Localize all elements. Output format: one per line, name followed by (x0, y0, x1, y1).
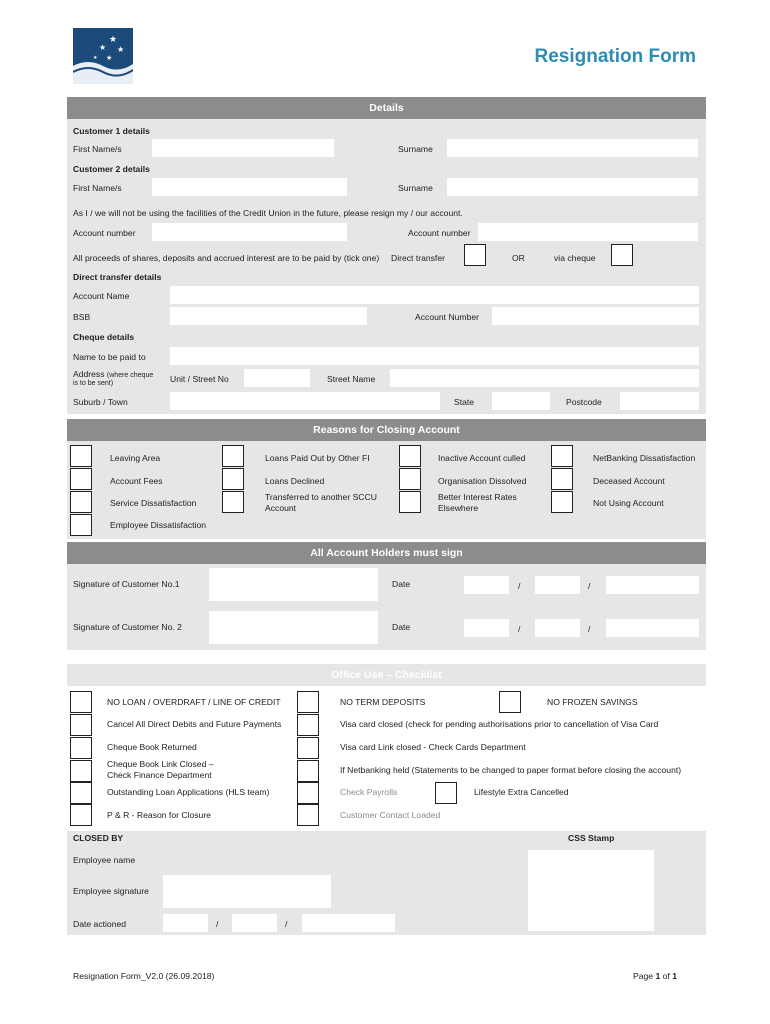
loans-paid-out-checkbox[interactable] (222, 445, 244, 467)
date-actioned-label: Date actioned (73, 919, 127, 929)
employee-name-label: Employee name (73, 855, 136, 865)
customer2-heading: Customer 2 details (73, 164, 150, 174)
unit-street-no-label: Unit / Street No (170, 374, 229, 384)
no-frozen-savings-checkbox[interactable] (499, 691, 521, 713)
signature-customer1-box[interactable] (209, 568, 378, 601)
closed-by-heading: CLOSED BY (73, 833, 124, 843)
transferred-sccu-checkbox[interactable] (222, 491, 244, 513)
unit-street-no-input[interactable] (244, 369, 310, 387)
cancel-debits-checkbox[interactable] (70, 714, 92, 736)
deceased-account-checkbox[interactable] (551, 468, 573, 490)
bsb-input[interactable] (170, 307, 367, 325)
netbanking-dissatisfaction-label: NetBanking Dissatisfaction (593, 453, 696, 463)
loans-paid-out-label: Loans Paid Out by Other FI (265, 453, 370, 463)
postcode-label: Postcode (566, 397, 602, 407)
cheque-returned-label: Cheque Book Returned (107, 742, 197, 752)
svg-text:★: ★ (117, 45, 125, 54)
postcode-input[interactable] (620, 392, 699, 410)
service-dissatisfaction-checkbox[interactable] (70, 491, 92, 513)
lifestyle-checkbox[interactable] (435, 782, 457, 804)
credit-union-logo-icon (73, 28, 133, 84)
cheque-link-label-line2: Check Finance Department (107, 770, 212, 780)
no-loan-label: NO LOAN / OVERDRAFT / LINE OF CREDIT (107, 697, 281, 707)
customer2-first-names-input[interactable] (152, 178, 347, 196)
date-actioned-month[interactable] (232, 914, 277, 932)
customer1-heading: Customer 1 details (73, 126, 150, 136)
account-number-label: Account number (73, 228, 136, 238)
netbanking-held-checkbox[interactable] (297, 760, 319, 782)
state-input[interactable] (492, 392, 550, 410)
office-use-section-header: Office Use – Checklist (67, 664, 706, 686)
suburb-town-label: Suburb / Town (73, 397, 128, 407)
svg-text:★: ★ (106, 55, 113, 62)
direct-transfer-label: Direct transfer (391, 253, 445, 263)
employee-dissatisfaction-label: Employee Dissatisfaction (110, 520, 207, 530)
no-term-deposits-checkbox[interactable] (297, 691, 319, 713)
date-actioned-day[interactable] (163, 914, 208, 932)
loans-declined-checkbox[interactable] (222, 468, 244, 490)
inactive-account-label: Inactive Account culled (438, 453, 526, 463)
date-slash: / (518, 581, 521, 591)
signature2-date-month[interactable] (535, 619, 580, 637)
cheque-link-label-line1: Cheque Book Link Closed – (107, 759, 214, 769)
organisation-dissolved-label: Organisation Dissolved (438, 476, 527, 486)
account-name-input[interactable] (170, 286, 699, 304)
date-slash: / (216, 919, 219, 929)
name-to-be-paid-input[interactable] (170, 347, 699, 365)
css-stamp-heading: CSS Stamp (568, 833, 615, 843)
netbanking-held-label: If Netbanking held (Statements to be changed to paper format before closing the account) (340, 765, 682, 775)
signature1-date-year[interactable] (606, 576, 699, 594)
date-slash: / (518, 624, 521, 634)
better-interest-rates-checkbox[interactable] (399, 491, 421, 513)
customer1-surname-input[interactable] (447, 139, 698, 157)
bsb-label: BSB (73, 312, 91, 322)
employee-signature-box[interactable] (163, 875, 331, 908)
signature-customer1-label: Signature of Customer No.1 (73, 579, 180, 589)
street-name-label: Street Name (327, 374, 376, 384)
via-cheque-checkbox[interactable] (611, 244, 633, 266)
via-cheque-label: via cheque (554, 253, 596, 263)
account-number-right-input[interactable] (478, 223, 698, 241)
signature1-date-day[interactable] (464, 576, 509, 594)
direct-transfer-details-heading: Direct transfer details (73, 272, 162, 282)
service-dissatisfaction-label: Service Dissatisfaction (110, 498, 197, 508)
date-slash: / (285, 919, 288, 929)
signature1-date-label: Date (392, 579, 411, 589)
proceeds-statement: All proceeds of shares, deposits and accrued interest are to be paid by (tick one) (73, 253, 380, 263)
suburb-town-input[interactable] (170, 392, 440, 410)
visa-link-checkbox[interactable] (297, 737, 319, 759)
customer1-first-names-label: First Name/s (73, 144, 122, 154)
svg-text:★: ★ (99, 43, 107, 52)
customer1-surname-label: Surname (398, 144, 433, 154)
customer2-surname-input[interactable] (447, 178, 698, 196)
cheque-details-heading: Cheque details (73, 332, 135, 342)
no-frozen-savings-label: NO FROZEN SAVINGS (547, 697, 638, 707)
check-payrolls-label: Check Payrolls (340, 787, 398, 797)
outstanding-loans-label: Outstanding Loan Applications (HLS team) (107, 787, 270, 797)
employee-signature-label: Employee signature (73, 886, 149, 896)
organisation-dissolved-checkbox[interactable] (399, 468, 421, 490)
contact-loaded-label: Customer Contact Loaded (340, 810, 441, 820)
signature2-date-label: Date (392, 622, 411, 632)
street-name-input[interactable] (390, 369, 699, 387)
signature-customer2-box[interactable] (209, 611, 378, 644)
css-stamp-box[interactable] (528, 850, 654, 931)
state-label: State (454, 397, 475, 407)
better-interest-rates-label-line2: Elsewhere (438, 503, 479, 513)
transferred-sccu-label-line2: Account (265, 503, 297, 513)
cheque-returned-checkbox[interactable] (70, 737, 92, 759)
svg-text:★: ★ (109, 34, 118, 44)
employee-dissatisfaction-checkbox[interactable] (70, 514, 92, 536)
better-interest-rates-label-line1: Better Interest Rates (438, 492, 517, 502)
leaving-area-checkbox[interactable] (70, 445, 92, 467)
address-note: is to be sent) (73, 380, 114, 387)
account-number-transfer-input[interactable] (492, 307, 699, 325)
deceased-account-label: Deceased Account (593, 476, 665, 486)
date-slash: / (588, 581, 591, 591)
account-number-transfer-label: Account Number (415, 312, 480, 322)
check-payrolls-checkbox[interactable] (297, 782, 319, 804)
contact-loaded-checkbox[interactable] (297, 804, 319, 826)
customer2-surname-label: Surname (398, 183, 433, 193)
name-to-be-paid-label: Name to be paid to (73, 352, 146, 362)
signatures-section-header: All Account Holders must sign (67, 542, 706, 564)
signatures-panel (67, 564, 706, 650)
address-label: Address (where cheque (73, 369, 154, 379)
signature-customer2-label: Signature of Customer No. 2 (73, 622, 182, 632)
signature1-date-month[interactable] (535, 576, 580, 594)
account-number-right-label: Account number (408, 228, 471, 238)
date-actioned-year[interactable] (302, 914, 395, 932)
account-fees-checkbox[interactable] (70, 468, 92, 490)
form-version: Resignation Form_V2.0 (26.09.2018) (73, 971, 215, 981)
page-title: Resignation Form (534, 46, 696, 67)
transferred-sccu-label-line1: Transferred to another SCCU (265, 492, 377, 502)
or-label: OR (512, 253, 525, 263)
not-using-account-checkbox[interactable] (551, 491, 573, 513)
no-loan-checkbox[interactable] (70, 691, 92, 713)
signature2-date-day[interactable] (464, 619, 509, 637)
closed-by-panel (67, 831, 706, 935)
details-panel (67, 119, 706, 414)
details-section-header: Details (67, 97, 706, 119)
visa-closed-label: Visa card closed (check for pending authorisations prior to cancellation of Visa Card (340, 719, 659, 729)
date-slash: / (588, 624, 591, 634)
account-name-label: Account Name (73, 291, 130, 301)
leaving-area-label: Leaving Area (110, 453, 161, 463)
outstanding-loans-checkbox[interactable] (70, 782, 92, 804)
customer2-first-names-label: First Name/s (73, 183, 122, 193)
page-number: Page 1 of 1 (633, 971, 677, 981)
cheque-link-checkbox[interactable] (70, 760, 92, 782)
loans-declined-label: Loans Declined (265, 476, 325, 486)
visa-link-label: Visa card Link closed - Check Cards Department (340, 742, 526, 752)
not-using-account-label: Not Using Account (593, 498, 664, 508)
no-term-deposits-label: NO TERM DEPOSITS (340, 697, 426, 707)
reasons-panel (67, 441, 706, 539)
pr-reason-checkbox[interactable] (70, 804, 92, 826)
visa-closed-checkbox[interactable] (297, 714, 319, 736)
svg-text:★: ★ (93, 55, 98, 61)
lifestyle-label: Lifestyle Extra Cancelled (474, 787, 569, 797)
netbanking-dissatisfaction-checkbox[interactable] (551, 445, 573, 467)
customer1-first-names-input[interactable] (152, 139, 334, 157)
resign-statement: As I / we will not be using the facilities of the Credit Union in the future, please resign my / our account. (73, 208, 463, 218)
reasons-section-header: Reasons for Closing Account (67, 419, 706, 441)
cancel-debits-label: Cancel All Direct Debits and Future Payments (107, 719, 282, 729)
account-fees-label: Account Fees (110, 476, 163, 486)
pr-reason-label: P & R - Reason for Closure (107, 810, 211, 820)
account-number-input[interactable] (152, 223, 347, 241)
office-checklist-panel (67, 686, 706, 831)
direct-transfer-checkbox[interactable] (464, 244, 486, 266)
inactive-account-checkbox[interactable] (399, 445, 421, 467)
signature2-date-year[interactable] (606, 619, 699, 637)
